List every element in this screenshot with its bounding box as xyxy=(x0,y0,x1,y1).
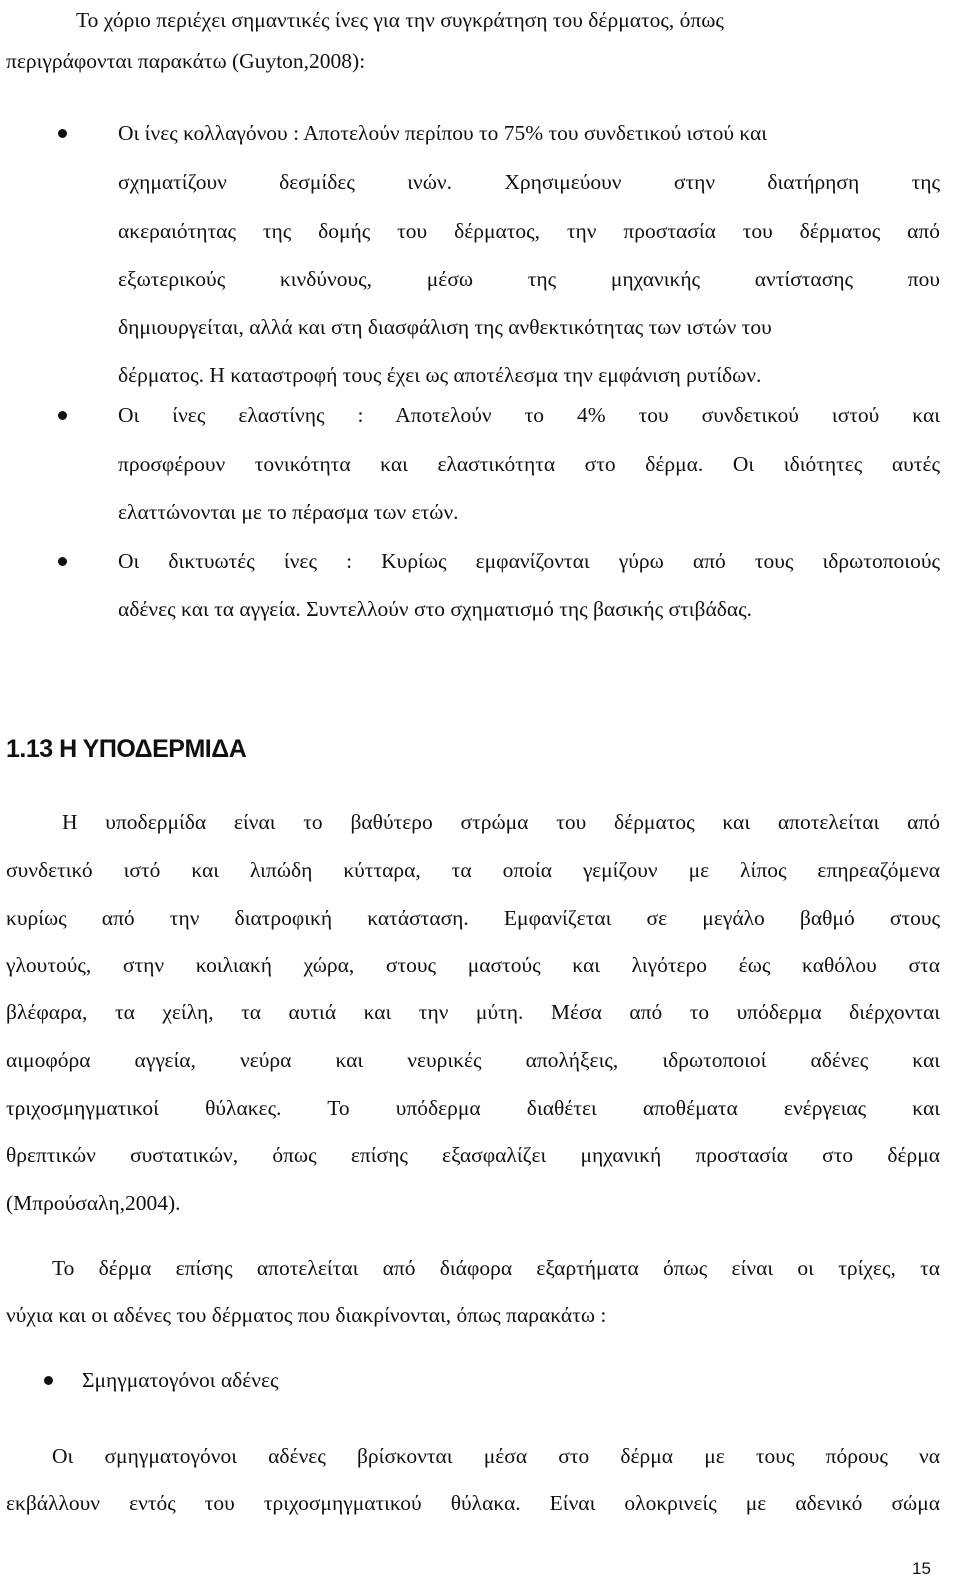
page-number: 15 xyxy=(912,1559,931,1578)
hypodermis-line: κυρίως από την διατροφική κατάσταση. Εμφανίζεται σε μεγάλο βαθμό στους xyxy=(6,906,940,930)
bullet-icon xyxy=(44,1376,53,1385)
list-item-collagen: ακεραιότητας της δομής του δέρματος, την προστασία του δέρματος από xyxy=(118,219,940,243)
bullet-icon xyxy=(58,557,67,566)
hypodermis-line: συνδετικό ιστό και λιπώδη κύτταρα, τα οποία γεμίζουν με λίπος επηρεαζόμενα xyxy=(6,858,940,882)
list-item-collagen: δέρματος. Η καταστροφή τους έχει ως αποτέλεσμα την εμφάνιση ρυτίδων. xyxy=(118,363,762,387)
list-item-collagen: σχηματίζουν δεσμίδες ινών. Χρησιμεύουν στην διατήρηση της xyxy=(118,170,940,194)
hypodermis-line: (Μπρούσαλη,2004). xyxy=(6,1191,181,1215)
sebaceous-line: Οι σμηγματογόνοι αδένες βρίσκονται μέσα στο δέρμα με τους πόρους να xyxy=(52,1444,940,1468)
appendages-line: Το δέρμα επίσης αποτελείται από διάφορα εξαρτήματα όπως είναι οι τρίχες, τα xyxy=(52,1256,940,1280)
list-item-elastin: ελαττώνονται με το πέρασμα των ετών. xyxy=(118,500,459,524)
sebaceous-line: εκβάλλουν εντός του τριχοσμηγματικού θύλακα. Είναι ολοκρινείς με αδενικό σώμα xyxy=(6,1491,940,1515)
section-heading: 1.13 Η ΥΠΟΔΕΡΜΙΔΑ xyxy=(6,735,247,763)
bullet-icon xyxy=(58,411,67,420)
appendages-line: νύχια και οι αδένες του δέρματος που διακρίνονται, όπως παρακάτω : xyxy=(6,1303,607,1327)
hypodermis-line: θρεπτικών συστατικών, όπως επίσης εξασφαλίζει μηχανική προστασία στο δέρμα xyxy=(6,1143,940,1167)
list-item-reticular: αδένες και τα αγγεία. Συντελλούν στο σχηματισμό της βασικής στιβάδας. xyxy=(118,597,753,621)
hypodermis-line: τριχοσμηγματικοί θύλακες. Το υπόδερμα διαθέτει αποθέματα ενέργειας και xyxy=(6,1096,940,1120)
hypodermis-line: αιμοφόρα αγγεία, νεύρα και νευρικές απολήξεις, ιδρωτοποιοί αδένες και xyxy=(6,1048,940,1072)
hypodermis-line: Η υποδερμίδα είναι το βαθύτερο στρώμα του δέρματος και αποτελείται από xyxy=(62,810,940,834)
list-item-elastin: Οι ίνες ελαστίνης : Αποτελούν το 4% του συνδετικού ιστού και xyxy=(118,403,940,427)
intro-line: Το χόριο περιέχει σημαντικές ίνες για την συγκράτηση του δέρματος, όπως xyxy=(76,8,724,32)
list-item-sebaceous-glands: Σμηγματογόνοι αδένες xyxy=(82,1368,279,1392)
hypodermis-line: βλέφαρα, τα χείλη, τα αυτιά και την μύτη. Μέσα από το υπόδερμα διέρχονται xyxy=(6,1000,940,1024)
hypodermis-line: γλουτούς, στην κοιλιακή χώρα, στους μαστούς και λιγότερο έως καθόλου στα xyxy=(6,953,940,977)
list-item-collagen: Οι ίνες κολλαγόνου : Αποτελούν περίπου το 75% του συνδετικού ιστού και xyxy=(118,121,768,145)
list-item-collagen: εξωτερικούς κινδύνους, μέσω της μηχανικής αντίστασης που xyxy=(118,267,940,291)
bullet-icon xyxy=(58,129,67,138)
list-item-collagen: δημιουργείται, αλλά και στη διασφάλιση της ανθεκτικότητας των ιστών του xyxy=(118,315,772,339)
list-item-elastin: προσφέρουν τονικότητα και ελαστικότητα στο δέρμα. Οι ιδιότητες αυτές xyxy=(118,452,940,476)
intro-line: περιγράφονται παρακάτω (Guyton,2008): xyxy=(6,49,366,73)
list-item-reticular: Οι δικτυωτές ίνες : Κυρίως εμφανίζονται γύρω από τους ιδρωτοποιούς xyxy=(118,549,940,573)
